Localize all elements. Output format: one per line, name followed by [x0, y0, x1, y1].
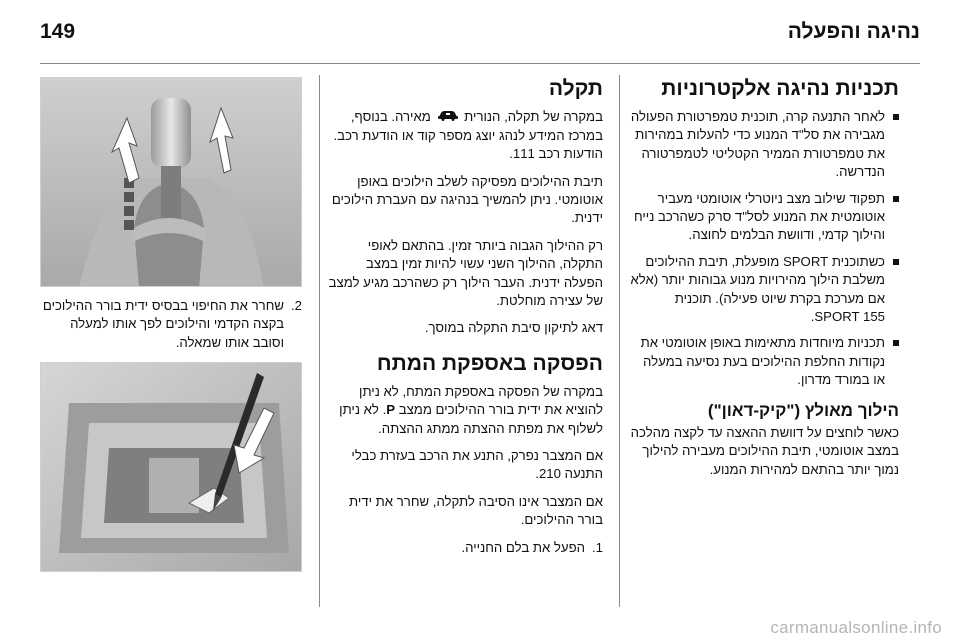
- bullet-text: כשתוכנית SPORT מופעלת, תיבת ההילוכים משלבת הילוך מהירויות מנוע גבוהות יותר (אלא אם מערכת בקרת שיוט פעילה). תוכנית SPORT 155.: [630, 253, 885, 325]
- column-divider-right: [619, 75, 620, 607]
- bullet-square-icon: [893, 196, 899, 202]
- fault-text-a: במקרה של תקלה, הנורית: [464, 109, 603, 124]
- fault-paragraph-4: דאג לתיקון סיבת התקלה במוסך.: [424, 320, 603, 336]
- power-text-b: . לא ניתן לשלוף את מפתח ההצתה ממתג ההצתה.: [339, 402, 603, 436]
- power-paragraph-2: אם המצבר נפרק, התנע את הרכב בעזרת כבלי התנעה 210.: [351, 448, 603, 482]
- kickdown-heading: הילוך מאולץ ("קיק-דאון"): [707, 400, 899, 420]
- bullet-item: [629, 108, 899, 182]
- bullet-text: תכניות מיוחדות מתאימות באופן אוטומטי את נקודות החלפת ההילוכים בעת נסיעה במעלה או במורד מדרון.: [640, 335, 885, 388]
- fault-text-b: מאירה. בנוסף, במרכז המידע לנהג יוצג מספר קוד או הודעת רכב. הודעות רכב 111.: [333, 109, 603, 162]
- header-title: נהיגה והפעלה: [787, 20, 920, 43]
- power-paragraph-1: [327, 383, 603, 438]
- step-1: [327, 539, 603, 557]
- kickdown-text: כאשר לוחצים על דוושת ההאצה עד לקצה מהלכה במצב אוטומטי, תיבת ההילוכים מעבירה להילוך נמוך יותר בהתאם למהירות המנוע.: [630, 424, 899, 477]
- left-column: [40, 75, 302, 572]
- middle-column: [327, 75, 603, 557]
- step-1-text: הפעל את בלם החנייה.: [461, 539, 585, 555]
- step-2: [40, 297, 302, 352]
- step-1-number: 1.: [591, 539, 603, 555]
- fault-paragraph-3: רק ההילוך הגבוה ביותר זמין. בהתאם לאופי התקלה, ההילוך השני עשוי להיות זמין במצב הפעלה ידנית. העבר הילוך רק כשהרכב מגיע למצב של עצירה מוחלטת.: [328, 237, 603, 308]
- car-wrench-icon: [437, 108, 459, 126]
- header-rule: [40, 63, 920, 64]
- gear-selector-figure: [40, 77, 302, 287]
- bullet-square-icon: [893, 259, 899, 265]
- column-divider-left: [319, 75, 320, 607]
- fault-heading: תקלה: [548, 77, 603, 100]
- fault-paragraph-1: [327, 108, 603, 164]
- programs-bullet-list: [629, 108, 899, 390]
- page-number: 149: [40, 20, 76, 43]
- fault-paragraph-2: תיבת ההילוכים מפסיקה לשלב הילוכים באופן אוטומטי. ניתן להמשיך בנהיגה עם העברת הילוכים ידנית.: [331, 173, 603, 226]
- electronic-programs-heading: תכניות נהיגה אלקטרוניות: [661, 77, 899, 100]
- power-paragraph-3: אם המצבר אינו הסיבה לתקלה, שחרר את ידית בורר ההילוכים.: [349, 493, 603, 528]
- cover-release-figure: [40, 362, 302, 572]
- bullet-text: תפקוד שילוב מצב ניוטרלי אוטומטי מעביר אוטומטית את המנוע לסל"ד סרק כשהרכב נייח והילוך קדמי, ודוושת הבלמים לחוצה.: [633, 190, 885, 243]
- right-column: [629, 75, 899, 488]
- bullet-square-icon: [893, 340, 899, 346]
- bullet-text: לאחר התנעה קרה, תוכנית טמפרטורת הפעולה מגבירה את סל"ד המנוע כדי להעלות במהירות את טמפרטורת הממיר הקטליטי לטמפרטורה הנדרשה.: [630, 109, 885, 180]
- park-letter: P: [386, 402, 396, 418]
- bullet-square-icon: [893, 114, 899, 120]
- power-interruption-heading: הפסקה באספקת המתח: [376, 351, 603, 375]
- step-2-text: שחרר את החיפוי בבסיס ידית בורר ההילוכים בקצה הקדמי והילוכים לפך אותו למעלה וסובב אותו שמאלה.: [42, 298, 284, 350]
- bullet-item: [629, 334, 899, 389]
- step-2-number: 2.: [290, 298, 302, 313]
- power-text-a: במקרה של הפסקה באספקת המתח, לא ניתן להוציא את ידית בורר ההילוכים ממצב: [359, 383, 603, 418]
- watermark: carmanualsonline.info: [770, 618, 942, 637]
- bullet-item: [629, 253, 899, 327]
- bullet-item: [629, 190, 899, 245]
- page-header: [40, 12, 920, 52]
